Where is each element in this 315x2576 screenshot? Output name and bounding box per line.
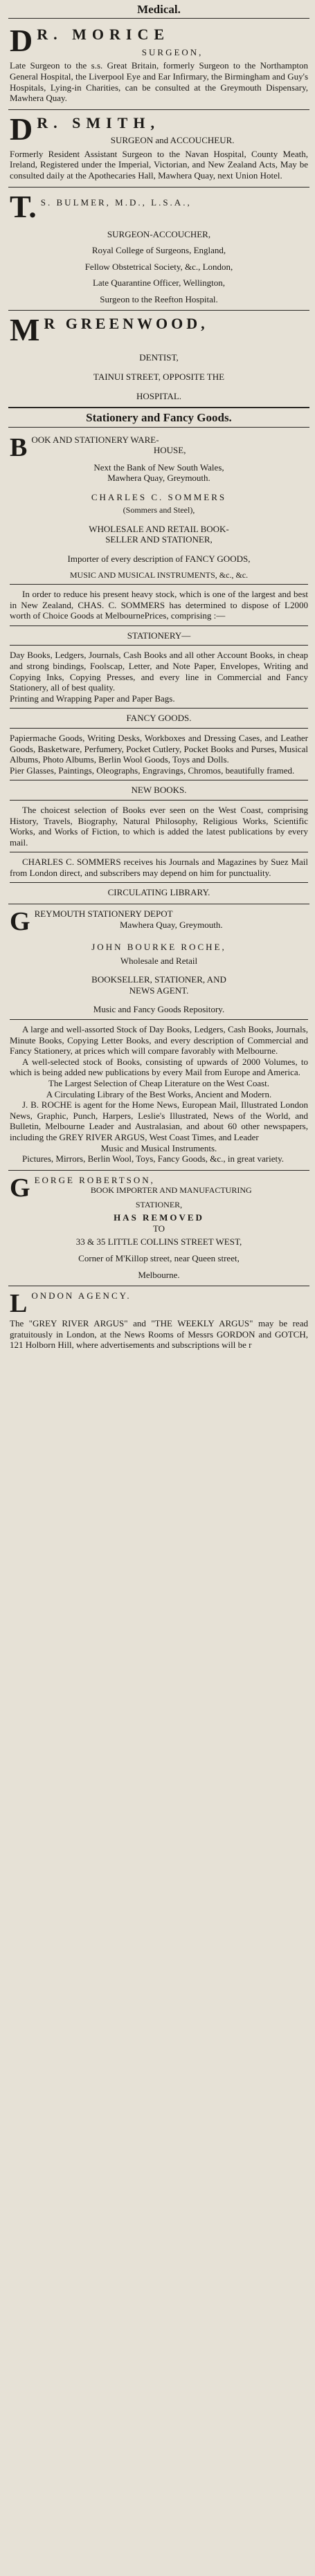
dropcap: G <box>10 907 30 937</box>
advert-hospital: HOSPITAL. <box>136 390 182 401</box>
advert-paragraph: Pier Glasses, Paintings, Oleographs, Engravings, Chromos, beautifully framed. <box>10 765 295 776</box>
dropcap: G <box>10 1173 30 1203</box>
advert-line: Late Quarantine Officer, Wellington, <box>92 277 226 289</box>
advert-address: Mawhera Quay, Greymouth. <box>119 919 223 930</box>
divider <box>10 882 308 883</box>
advert-trade: BOOKSELLER, STATIONER, AND <box>91 974 226 985</box>
advert-title: SURGEON and ACCOUCHEUR. <box>110 135 235 146</box>
advert-paragraph: The Largest Selection of Cheap Literature on the West Coast. <box>48 1078 270 1088</box>
dropcap: T. <box>10 188 37 224</box>
advert-music: MUSIC AND MUSICAL INSTRUMENTS, &c., &c. <box>69 569 249 580</box>
advert-title: DENTIST, <box>139 352 179 363</box>
advert-trade: WHOLESALE AND RETAIL BOOK- <box>89 523 229 534</box>
advert-bulmer <box>8 188 309 311</box>
advert-heading: REYMOUTH STATIONERY DEPOT <box>34 908 173 920</box>
advert-name: CHARLES C. SOMMERS <box>91 491 227 502</box>
advert-city: Melbourne. <box>138 1269 180 1280</box>
advert-paragraph: CHARLES C. SOMMERS receives his Journals and Magazines by Suez Mail from London direct, and subscribers may depend on him for punctuality. <box>10 857 308 878</box>
advert-sub: (Sommers and Steel), <box>123 505 195 515</box>
advert-address: Corner of M'Killop street, near Queen street, <box>78 1252 240 1263</box>
advert-name: EORGE ROBERTSON, <box>34 1174 155 1185</box>
advert-body: Formerly Resident Assistant Surgeon to the Navan Hospital, County Meath, Ireland, Registered under the Imperial, Victorian, and New Zealand Acts, May be consulted daily at the Apothecaries Hall, Mawhera Quay, next Union Hotel. <box>10 148 308 181</box>
newspaper-column <box>8 0 309 1356</box>
advert-subhead: FANCY GOODS. <box>126 713 192 724</box>
advert-name: R. MORICE <box>37 26 170 44</box>
advert-sommers <box>8 430 309 904</box>
advert-body: The "GREY RIVER ARGUS" and "THE WEEKLY ARGUS" may be read gratuitously in London, at the News Rooms of Messrs GORDON and GOTCH, 121 Holborn Hill, where advertisements and subscriptions will be r <box>10 1318 308 1351</box>
advert-dr-smith <box>8 110 309 188</box>
section-heading-medical: Medical. <box>8 0 309 19</box>
dropcap: B <box>10 432 28 462</box>
advert-name: R. SMITH, <box>37 113 160 131</box>
section-heading-stationery: Stationery and Fancy Goods. <box>8 408 309 427</box>
advert-paragraph: A Circulating Library of the Best Works, Ancient and Modern. <box>46 1088 272 1099</box>
divider <box>10 584 308 585</box>
advert-trade: NEWS AGENT. <box>129 985 189 996</box>
advert-name: JOHN BOURKE ROCHE, <box>91 942 226 953</box>
advert-paragraph: Day Books, Ledgers, Journals, Cash Books and all other Account Books, in cheap and strong bindings, Foolscap, Letter, and Note Paper, Envelopes, Writing and Copying Inks, Copying Presses, and every line in Commercial and Fancy Stationery, all of best quality. <box>10 650 308 693</box>
advert-title: SURGEON, <box>141 46 204 57</box>
advert-repository: Music and Fancy Goods Repository. <box>93 1004 225 1015</box>
advert-importer: Importer of every description of FANCY GOODS, <box>67 554 251 565</box>
advert-paragraph: The choicest selection of Books ever seen on the West Coast, comprising History, Travels, Biography, Natural Philosophy, Religious Works, Scientific Works, and Works of Fiction, to which is added the latest publications by every mail. <box>10 804 308 848</box>
advert-body: Late Surgeon to the s.s. Great Britain, formerly Surgeon to the Northampton General Hospital, the Liverpool Eye and Ear Infirmary, the Birmingham and Guy's Hospitals, Lying-in Charities, can be consulted at the Greymouth Dispensary, Mawhera Quay. <box>10 60 308 104</box>
advert-subhead: NEW BOOKS. <box>131 785 187 796</box>
advert-heading: OOK AND STATIONERY WARE- <box>31 434 159 445</box>
advert-sub: Wholesale and Retail <box>120 955 198 966</box>
advert-paragraph: A large and well-assorted Stock of Day Books, Ledgers, Cash Books, Journals, Minute Books, Copying Letter Books, and every description of Commercial and Fancy Stationery, at prices which will compare favorably with Melbourne. <box>10 1024 308 1057</box>
divider <box>10 625 308 626</box>
advert-line: Fellow Obstetrical Society, &c., London, <box>84 261 233 272</box>
advert-name: S. BULMER, M.D., L.S.A., <box>40 197 192 208</box>
advert-line: Royal College of Surgeons, England, <box>91 245 226 256</box>
advert-trade: SELLER AND STATIONER, <box>105 534 213 545</box>
advert-subhead: CIRCULATING LIBRARY. <box>107 887 210 898</box>
advert-moved: TO <box>152 1223 165 1234</box>
advert-moved: HAS REMOVED <box>114 1212 204 1223</box>
dropcap: L <box>10 1289 28 1319</box>
dropcap: D <box>10 111 33 147</box>
advert-sub: STATIONER, <box>135 1199 183 1209</box>
advert-street: TAINUI STREET, OPPOSITE THE <box>93 372 225 383</box>
advert-paragraph: Papiermache Goods, Writing Desks, Workboxes and Dressing Cases, and Leather Goods, Basketware, Perfumery, Pocket Cutlery, Pocket Books and Purses, Musical Albums, Photo Albums, Berlin Wool Goods, Toys and Dolls. <box>10 732 308 765</box>
divider <box>10 708 308 709</box>
advert-robertson <box>8 1171 309 1286</box>
advert-paragraph: Printing and Wrapping Paper and Paper Bags. <box>10 693 175 704</box>
dropcap: M <box>10 312 40 348</box>
advert-subhead: STATIONERY— <box>127 630 191 641</box>
advert-roche <box>8 904 309 1171</box>
advert-title: SURGEON-ACCOUCHER, <box>107 228 211 239</box>
advert-paragraph: A well-selected stock of Books, consisting of upwards of 2000 Volumes, to which is being added new publications by every Mail from Europe and America. <box>10 1056 308 1078</box>
divider <box>10 728 308 729</box>
advert-paragraph: J. B. ROCHE is agent for the Home News, European Mail, Illustrated London News, Graphic, Punch, Harpers, Leslie's Illustrated, News of the World, and Bulletin, Melbourne Leader and Australasian, and about 60 other newspapers, including the GREY RIVER ARGUS, West Coast Times, and Leader <box>10 1099 308 1142</box>
advert-heading: HOUSE, <box>153 445 186 456</box>
advert-dr-morice <box>8 21 309 109</box>
dropcap: D <box>10 23 33 59</box>
advert-intro: In order to reduce his present heavy stock, which is one of the largest and best in New Zealand, CHAS. C. SOMMERS has determined to dispose of L2000 worth of Choice Goods at MelbournePrices, comprising :— <box>10 589 308 621</box>
advert-address: Mawhera Quay, Greymouth. <box>107 473 210 484</box>
advert-heading: ONDON AGENCY. <box>31 1290 132 1301</box>
advert-address: 33 & 35 LITTLE COLLINS STREET WEST, <box>75 1236 242 1248</box>
advert-paragraph: Pictures, Mirrors, Berlin Wool, Toys, Fancy Goods, &c., in great variety. <box>22 1153 284 1164</box>
advert-paragraph: Music and Musical Instruments. <box>100 1142 217 1153</box>
advert-name: R GREENWOOD, <box>44 315 208 333</box>
divider <box>10 645 308 646</box>
divider <box>10 1019 308 1020</box>
advert-sub: BOOK IMPORTER AND MANUFACTURING <box>90 1185 252 1196</box>
advert-london-agency <box>8 1286 309 1356</box>
advert-greenwood <box>8 311 309 408</box>
advert-line: Surgeon to the Reefton Hospital. <box>100 293 218 304</box>
advert-address: Next the Bank of New South Wales, <box>93 462 224 473</box>
divider <box>10 800 308 801</box>
